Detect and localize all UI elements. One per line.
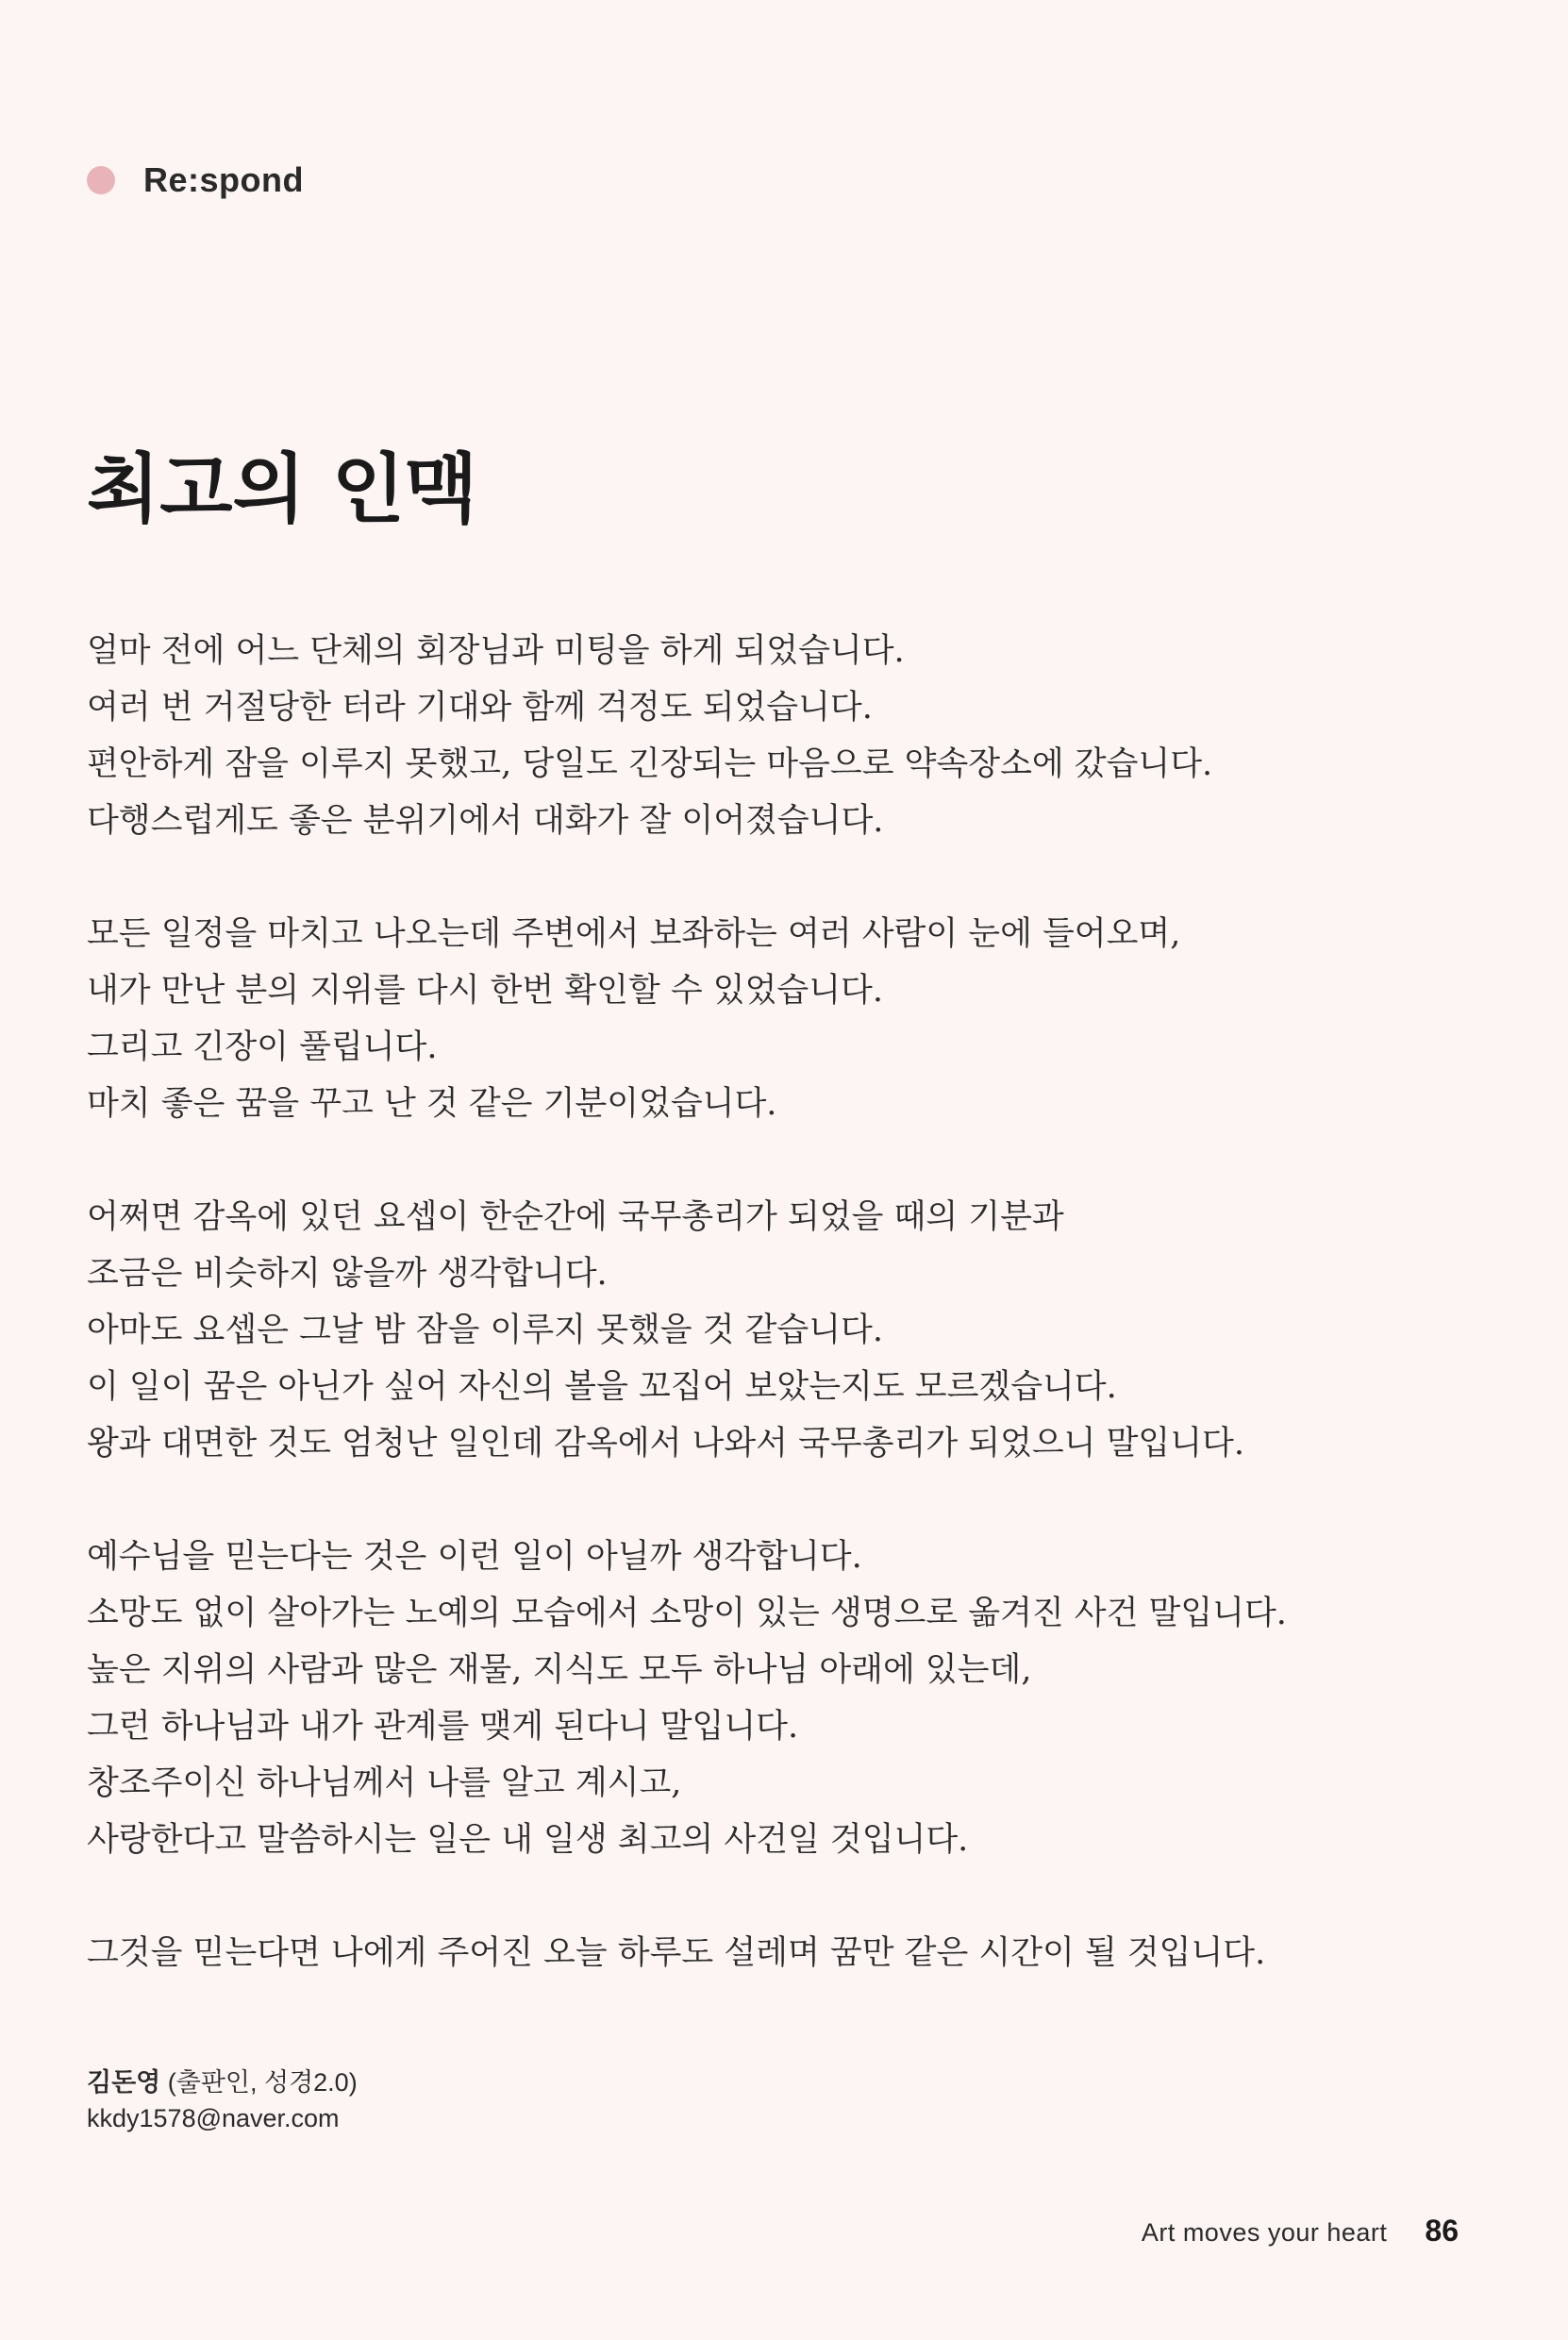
author-name: 김돈영 <box>87 2068 161 2097</box>
author-role: (출판인, 성경2.0) <box>167 2068 358 2097</box>
text-line: 사랑한다고 말씀하시는 일은 내 일생 최고의 사건일 것입니다. <box>87 1821 969 1859</box>
section-dot-icon <box>87 166 115 194</box>
text-line: 어쩌면 감옥에 있던 요셉이 한순간에 국무총리가 되었을 때의 기분과 <box>87 1198 1064 1236</box>
text-line: 소망도 없이 살아가는 노예의 모습에서 소망이 있는 생명으로 옮겨진 사건 말입니다. <box>87 1595 1287 1632</box>
article-title: 최고의 인맥 <box>87 444 478 533</box>
text-line: 창조주이신 하나님께서 나를 알고 계시고, <box>87 1764 682 1802</box>
author-info <box>87 2064 358 2136</box>
paragraph-3 <box>87 1189 1408 1472</box>
text-line: 마치 좋은 꿈을 꾸고 난 것 같은 기분이었습니다. <box>87 1085 777 1123</box>
text-line: 모든 일정을 마치고 나오는데 주변에서 보좌하는 여러 사람이 눈에 들어오며, <box>87 915 1181 953</box>
paragraph-2 <box>87 906 1408 1132</box>
footer-tagline: Art moves your heart <box>1141 2218 1388 2247</box>
text-line: 예수님을 믿는다는 것은 이런 일이 아닐까 생각합니다. <box>87 1538 862 1576</box>
text-line: 조금은 비슷하지 않을까 생각합니다. <box>87 1255 608 1293</box>
section-label: Re:spond <box>143 160 304 199</box>
text-line: 그리고 긴장이 풀립니다. <box>87 1028 438 1066</box>
section-tag <box>87 160 304 200</box>
paragraph-4 <box>87 1529 1408 1868</box>
author-line <box>87 2064 358 2100</box>
text-line: 편안하게 잠을 이루지 못했고, 당일도 긴장되는 마음으로 약속장소에 갔습니다. <box>87 745 1213 783</box>
text-line: 높은 지위의 사람과 많은 재물, 지식도 모두 하나님 아래에 있는데, <box>87 1651 1032 1689</box>
text-line: 그런 하나님과 내가 관계를 맺게 된다니 말입니다. <box>87 1708 799 1746</box>
text-line: 왕과 대면한 것도 엄청난 일인데 감옥에서 나와서 국무총리가 되었으니 말입니다. <box>87 1425 1244 1462</box>
text-line: 아마도 요셉은 그날 밤 잠을 이루지 못했을 것 같습니다. <box>87 1312 883 1349</box>
text-line: 그것을 믿는다면 나에게 주어진 오늘 하루도 설레며 꿈만 같은 시간이 될 것입니다. <box>87 1934 1266 1972</box>
text-line: 다행스럽게도 좋은 분위기에서 대화가 잘 이어졌습니다. <box>87 802 884 840</box>
text-line: 이 일이 꿈은 아닌가 싶어 자신의 볼을 꼬집어 보았는지도 모르겠습니다. <box>87 1368 1117 1406</box>
page-number: 86 <box>1425 2214 1459 2248</box>
article-body <box>87 623 1408 2038</box>
text-line: 여러 번 거절당한 터라 기대와 함께 걱정도 되었습니다. <box>87 689 873 727</box>
paragraph-1 <box>87 623 1408 849</box>
page-footer <box>1142 2214 1459 2248</box>
paragraph-5 <box>87 1925 1408 1981</box>
text-line: 얼마 전에 어느 단체의 회장님과 미팅을 하게 되었습니다. <box>87 632 905 670</box>
text-line: 내가 만난 분의 지위를 다시 한번 확인할 수 있었습니다. <box>87 972 883 1010</box>
author-email: kkdy1578@naver.com <box>87 2104 340 2132</box>
